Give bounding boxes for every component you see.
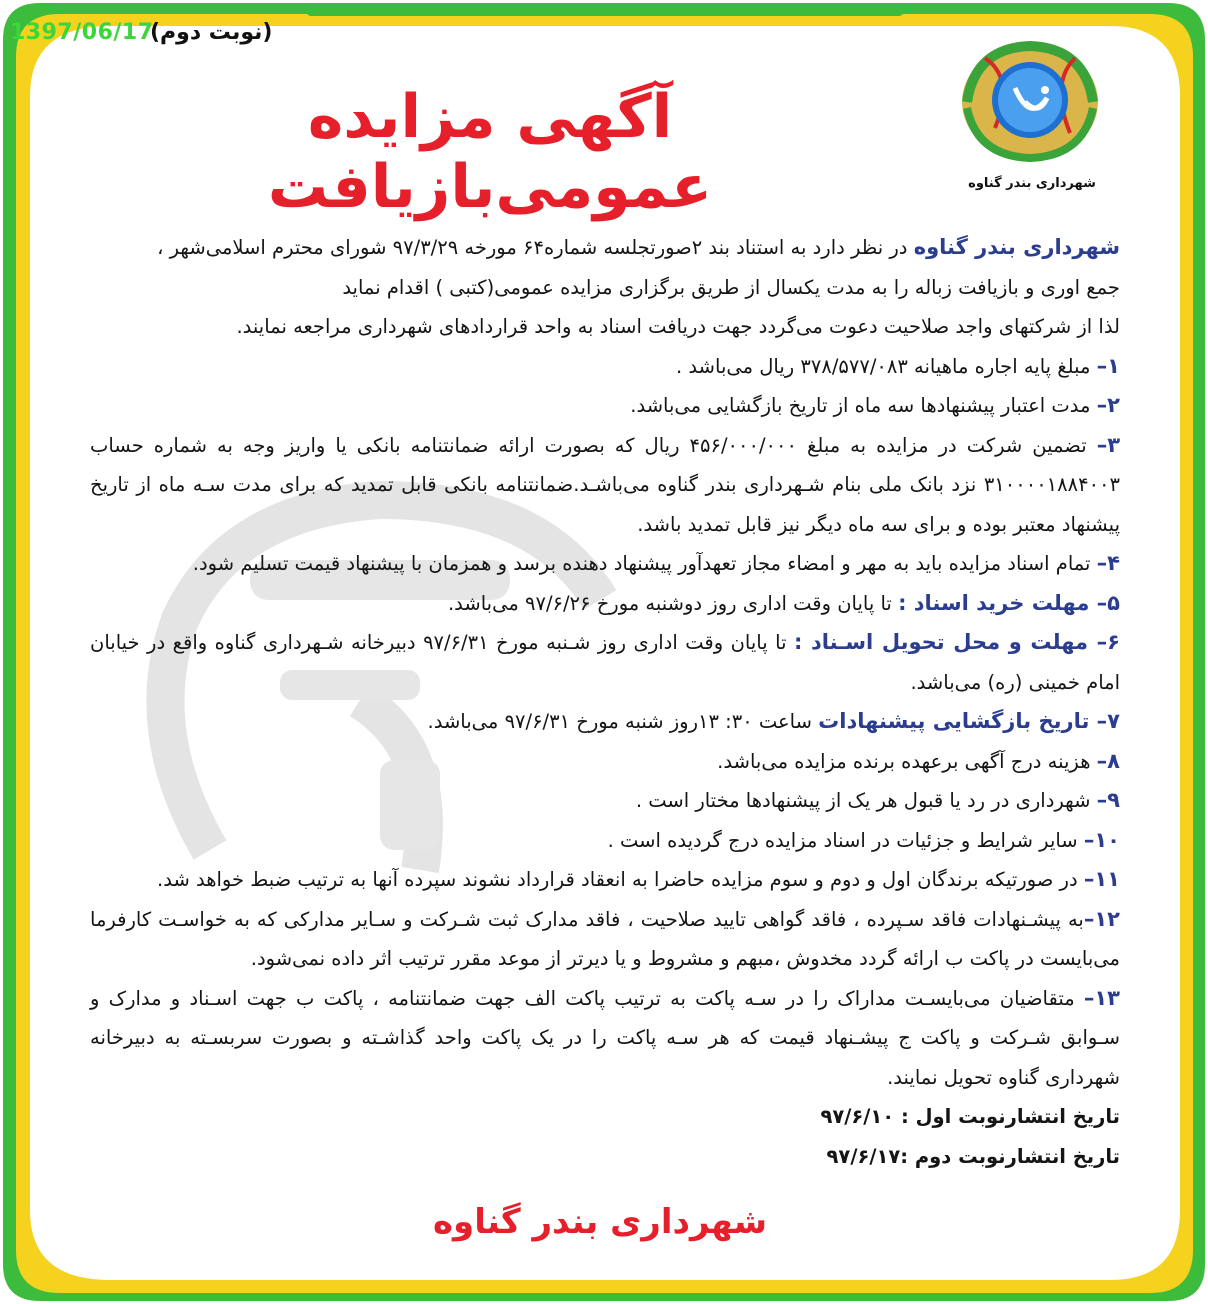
item-text: تضمین شرکت در مزایده به مبلغ ۴۵۶/۰۰۰/۰۰۰ ریال که بصورت ارائه ضمانتنامه بانکی یا واریز وجه به شماره حساب ۳۱۰۰۰۰۱۸۸۴۰۰۳ نزد بانک ملی بنام شـهرداری بندر گناوه می‌باشـد.ضمانتنامه بانکی قابل تمدید که برای مدت سـه ماه از تاریخ پیشنهاد معتبر بوده و برای سه ماه دیگر نیز قابل تمدید باشد. [90,433,1120,536]
list-item [90,426,1120,545]
list-item [90,860,1120,900]
list-item [90,821,1120,861]
publication-date-second: تاریخ انتشارنوبت دوم :۹۷/۶/۱۷ [826,1144,1120,1168]
item-number: ۴– [1096,551,1120,575]
item-text: مبلغ پایه اجاره ماهیانه ۳۷۸/۵۷۷/۰۸۳ ریال می‌باشد . [676,354,1097,378]
list-item [90,584,1120,624]
list-item [90,979,1120,1098]
list-item [90,544,1120,584]
list-item [90,900,1120,979]
item-text: تا پایان وقت اداری روز دوشنبه مورخ ۹۷/۶/۲۶ می‌باشد. [447,591,899,615]
item-number: ۶– [1096,630,1120,654]
item-number: ۱– [1096,353,1120,378]
intro-paragraph [90,228,1120,268]
round-label: (نوبت دوم) [150,20,273,45]
intro-text-2: جمع اوری و بازیافت زباله را به مدت یکسال از طریق برگزاری مزایده عمومی(کتبی ) اقدام نماید [342,275,1120,299]
item-heading: تاریخ بازگشایی پیشنهادات [818,709,1097,733]
item-text: در صورتیکه برندگان اول و دوم و سوم مزایده حاضرا به انعقاد قرارداد نشوند سپرده آنها به ترتیب ضبط خواهد شد. [157,868,1084,891]
list-item [90,781,1120,821]
logo-caption: شهرداری بندر گناوه [968,176,1096,191]
item-heading: مهلت خرید اسناد : [898,590,1097,615]
item-number: ۱۲– [1083,906,1120,931]
item-text: تمام اسناد مزایده باید به مهر و امضاء مجاز تعهدآور پیشنهاد دهنده برسد و همزمان با پیشنهاد قیمت تسلیم شود. [192,552,1097,575]
intro-text-3: لذا از شرکتهای واجد صلاحیت دعوت می‌گردد جهت دریافت اسناد به واحد قراردادهای شهرداری مراجعه نمایند. [236,315,1120,338]
item-number: ۸– [1096,748,1120,773]
intro-text-1: در نظر دارد به استناد بند ۲صورتجلسه شماره۶۴ مورخه ۹۷/۳/۲۹ شورای محترم اسلامی‌شهر ، [157,236,914,259]
item-text: سایر شرایط و جزئیات در اسناد مزایده درج گردیده است . [607,828,1084,852]
footer-organization: شهرداری بندر گناوه [432,1202,768,1242]
item-number: ۱۰– [1083,827,1120,852]
item-text: به پیشـنهادات فاقد سـپرده ، فاقد گواهی تایید صلاحیت ، فاقد مدارک ثبت شـرکت و سـایر مدارکی که به خواسـت کارفرما می‌بایست در پاکت ب ارائه گردد مخدوش ،مبهم و مشروط و یا دیرتر از موعد مقرر ترتیب اثر داده نمی‌شود. [90,907,1120,970]
item-number: ۵– [1096,590,1120,615]
list-item [90,386,1120,426]
item-number: ۱۱– [1083,867,1120,891]
item-text: هزینه درج آگهی برعهده برنده مزایده می‌باشد. [717,749,1097,773]
item-number: ۱۳– [1083,985,1120,1010]
municipality-logo-icon [955,38,1105,166]
item-text: ساعت ۳۰: ۱۳روز شنبه مورخ ۹۷/۶/۳۱ می‌باشد. [427,710,819,733]
item-heading: مهلت و محل تحویل اسـناد : [794,630,1097,654]
list-item [90,702,1120,742]
item-text: مدت اعتبار پیشنهادها سه ماه از تاریخ بازگشایی می‌باشد. [630,394,1097,417]
list-item [90,347,1120,387]
item-number: ۹– [1096,788,1120,812]
item-text: تا پایان وقت اداری روز شـنبه مورخ ۹۷/۶/۳۱ دبیرخانه شـهرداری گناوه واقع در خیابان امام خمینی (ره) می‌باشد. [90,631,1120,694]
item-number: ۷– [1096,709,1120,733]
announcement-body [90,228,1120,1176]
publication-date-first: تاریخ انتشارنوبت اول : ۹۷/۶/۱۰ [820,1105,1120,1128]
item-text: شهرداری در رد یا قبول هر یک از پیشنهادها مختار است . [635,789,1097,812]
list-item [90,623,1120,702]
item-number: ۲– [1096,393,1120,417]
organization-name: شهرداری بندر گناوه [913,235,1120,259]
list-item [90,742,1120,782]
item-text: متقاضیان می‌بایسـت مداراک را در سـه پاکت به ترتیب پاکت الف جهت ضمانتنامه ، پاکت ب جهت اسـناد و مدارک و سـوابق شـرکت و پاکت ج پیشـنهاد قیمت که هر سـه پاکت را در یک پاکت واحد گذاشـته و بصورت سربسـته به دبیرخانه شهرداری گناوه تحویل نمایند. [90,986,1120,1089]
date-stamp: 1397/06/17 [10,20,154,45]
item-number: ۳– [1096,432,1121,457]
page-title: آگهی مزایده عمومی‌بازیافت [267,82,713,222]
